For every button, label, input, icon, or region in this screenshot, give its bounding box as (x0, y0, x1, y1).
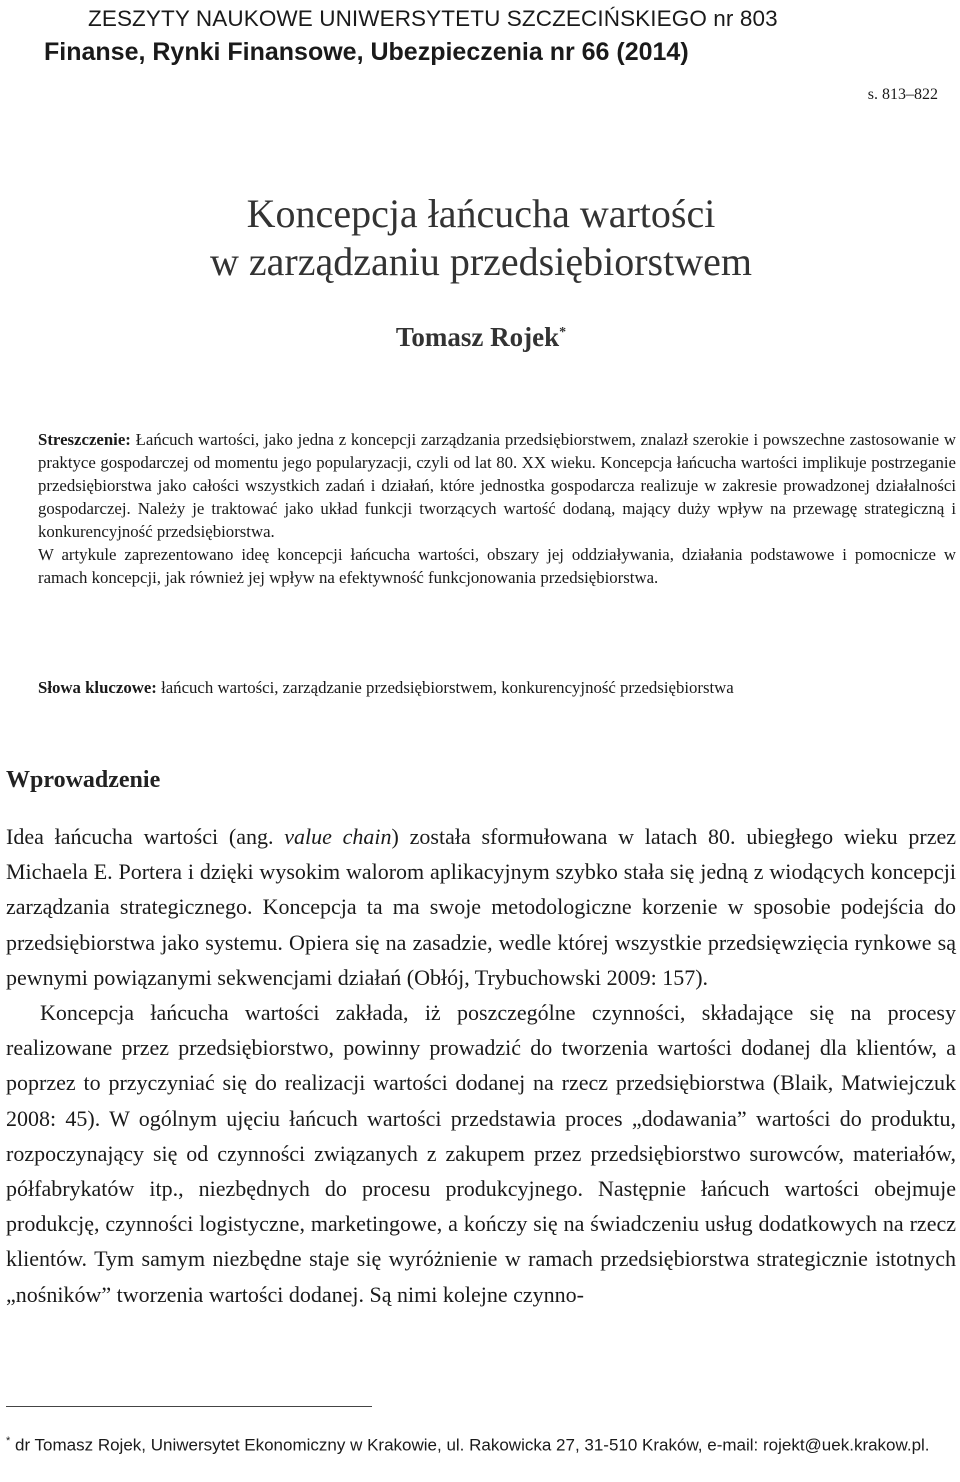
body-paragraph-1 (6, 819, 956, 995)
page-range: s. 813–822 (867, 86, 938, 103)
body-text: Idea łańcucha wartości (ang. (6, 824, 285, 849)
article-title-line2: w zarządzaniu przedsiębiorstwem (210, 239, 752, 284)
journal-title: ZESZYTY NAUKOWE UNIWERSYTETU SZCZECIŃSKIEGO nr 803 (88, 6, 778, 31)
abstract-label: Streszczenie: (38, 430, 131, 449)
body-paragraph-2: Koncepcja łańcucha wartości zakłada, iż poszczególne czynności, składające się na procesy realizowane przez przedsiębiorstwo, powinny prowadzić do tworzenia wartości dodanej dla klientów, a poprzez to przyczyniać się do realizacji wartości dodanej na rzecz przedsiębiorstwa (Blaik, Matwiejczuk 2008: 45). W ogólnym ujęciu łańcuch wartości przedstawia proces „dodawania” wartości do produktu, rozpoczynający się od czynności związanych z zakupem przez przedsiębiorstwo surowców, materiałów, półfabrykatów itp., niezbędnych do procesu produkcyjnego. Następnie łańcuch wartości obejmuje produkcję, czynności logistyczne, marketingowe, a kończy się na świadczeniu usług dodatkowych na rzecz klientów. Tym samym niezbędne staje się wyróżnienie w ramach przedsiębiorstwa strategicznie istotnych „nośników” tworzenia wartości dodanej. Są nimi kolejne czynno- (6, 1000, 956, 1307)
author-footnote-mark: * (559, 325, 567, 340)
body-text: ) została sformułowana w latach 80. ubiegłego wieku przez Michaela E. Portera i dzięki wysokim walorom aplikacyjnym szybko stała się jedną z wiodących koncepcji zarządzania strategicznego. Koncepcja ta ma swoje metodologiczne korzenie w sposobie podejścia do przedsiębiorstwa jako systemu. Opiera się na zasadzie, wedle której wszystkie przedsięwzięcia rynkowe są pewnymi powiązanymi sekwencjami działań (Obłój, Trybuchowski 2009: 157). (6, 824, 956, 990)
abstract-paragraph-1 (38, 428, 956, 543)
footnote-text: dr Tomasz Rojek, Uniwersytet Ekonomiczny w Krakowie, ul. Rakowicka 27, 31-510 Kraków, e-mail: rojekt@uek.krakow.pl. (10, 1435, 930, 1455)
article-title (6, 190, 956, 286)
section-body (6, 819, 956, 1312)
footnote-separator (6, 1406, 372, 1407)
journal-issue: Finanse, Rynki Finansowe, Ubezpieczenia nr 66 (2014) (44, 38, 689, 66)
abstract-paragraph-2: W artykule zaprezentowano ideę koncepcji łańcucha wartości, obszary jej oddziaływania, działania podstawowe i pomocnicze w ramach koncepcji, jak również jej wpływ na efektywność funkcjonowania przedsiębiorstwa. (38, 545, 956, 587)
author-name: Tomasz Rojek (395, 322, 560, 352)
keywords (38, 678, 956, 698)
footnote (6, 1428, 956, 1459)
author (6, 322, 956, 353)
abstract-text-1: Łańcuch wartości, jako jedna z koncepcji zarządzania przedsiębiorstwem, znalazł szerokie i powszechne zastosowanie w praktyce gospodarczej od momentu jego popularyzacji, czyli od lat 80. XX wieku. Koncepcja łańcucha wartości implikuje postrzeganie przedsiębiorstwa jako całości wszystkich zadań i działań, które jednostka gospodarcza realizuje w zakresie prowadzonej działalności gospodarczej. Należy je traktować jako układ funkcji tworzących wartość dodaną, mający duży wpływ na przewagę strategiczną i konkurencyjność przedsiębiorstwa. (38, 430, 956, 541)
keywords-label: Słowa kluczowe: (38, 678, 157, 697)
abstract (38, 428, 956, 589)
body-italic-term: value chain (284, 824, 392, 849)
footnote-mark: * (6, 1435, 11, 1447)
keywords-text: łańcuch wartości, zarządzanie przedsiębiorstwem, konkurencyjność przedsiębiorstwa (156, 678, 734, 697)
article-title-line1: Koncepcja łańcucha wartości (246, 191, 716, 236)
section-heading: Wprowadzenie (6, 767, 161, 793)
